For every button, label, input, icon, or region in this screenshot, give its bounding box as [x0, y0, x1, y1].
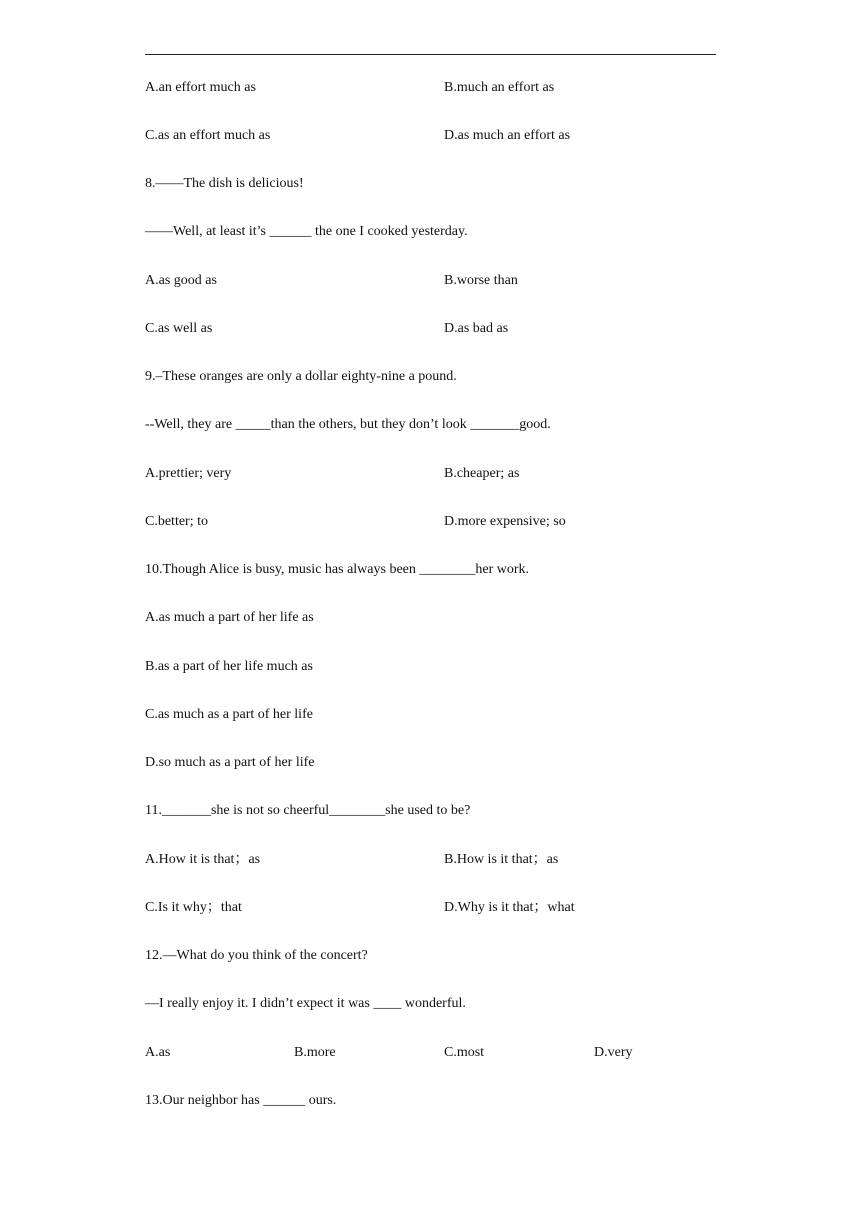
q12-option-c: C.most	[444, 1045, 485, 1060]
q9-stem: 9.–These oranges are only a dollar eighty-nine a pound.	[145, 369, 457, 384]
q8-reply: ——Well, at least it’s ______ the one I cooked yesterday.	[145, 224, 468, 239]
q12-option-d: D.very	[594, 1045, 633, 1060]
q12-option-b: B.more	[294, 1045, 336, 1060]
q12-option-a: A.as	[145, 1045, 171, 1060]
q11-option-d: D.Why is it that；what	[444, 900, 575, 915]
q10-option-d: D.so much as a part of her life	[145, 755, 315, 770]
q7-option-a: A.an effort much as	[145, 80, 256, 95]
q7-option-c: C.as an effort much as	[145, 128, 271, 143]
q10-stem: 10.Though Alice is busy, music has always been ________her work.	[145, 562, 530, 577]
q8-option-a: A.as good as	[145, 273, 217, 288]
q8-option-c: C.as well as	[145, 321, 213, 336]
q11-option-a: A.How it is that；as	[145, 852, 261, 867]
q10-option-b: B.as a part of her life much as	[145, 659, 313, 674]
q10-option-c: C.as much as a part of her life	[145, 707, 313, 722]
q9-reply: --Well, they are _____than the others, but they don’t look _______good.	[145, 417, 551, 432]
q7-option-d: D.as much an effort as	[444, 128, 571, 143]
q12-reply: —I really enjoy it. I didn’t expect it was ____ wonderful.	[145, 996, 466, 1011]
q8-option-d: D.as bad as	[444, 321, 509, 336]
q7-option-b: B.much an effort as	[444, 80, 555, 95]
q9-option-a: A.prettier; very	[145, 466, 232, 481]
q10-option-a: A.as much a part of her life as	[145, 610, 314, 625]
q9-option-d: D.more expensive; so	[444, 514, 566, 529]
q11-stem: 11._______she is not so cheerful________she used to be?	[145, 803, 471, 818]
q11-option-c: C.Is it why；that	[145, 900, 242, 915]
q11-option-b: B.How is it that；as	[444, 852, 559, 867]
header-rule	[145, 54, 716, 55]
q9-option-c: C.better; to	[145, 514, 208, 529]
q8-option-b: B.worse than	[444, 273, 518, 288]
q8-stem: 8.——The dish is delicious!	[145, 176, 304, 191]
q12-stem: 12.—What do you think of the concert?	[145, 948, 368, 963]
q9-option-b: B.cheaper; as	[444, 466, 520, 481]
q13-stem: 13.Our neighbor has ______ ours.	[145, 1093, 337, 1108]
